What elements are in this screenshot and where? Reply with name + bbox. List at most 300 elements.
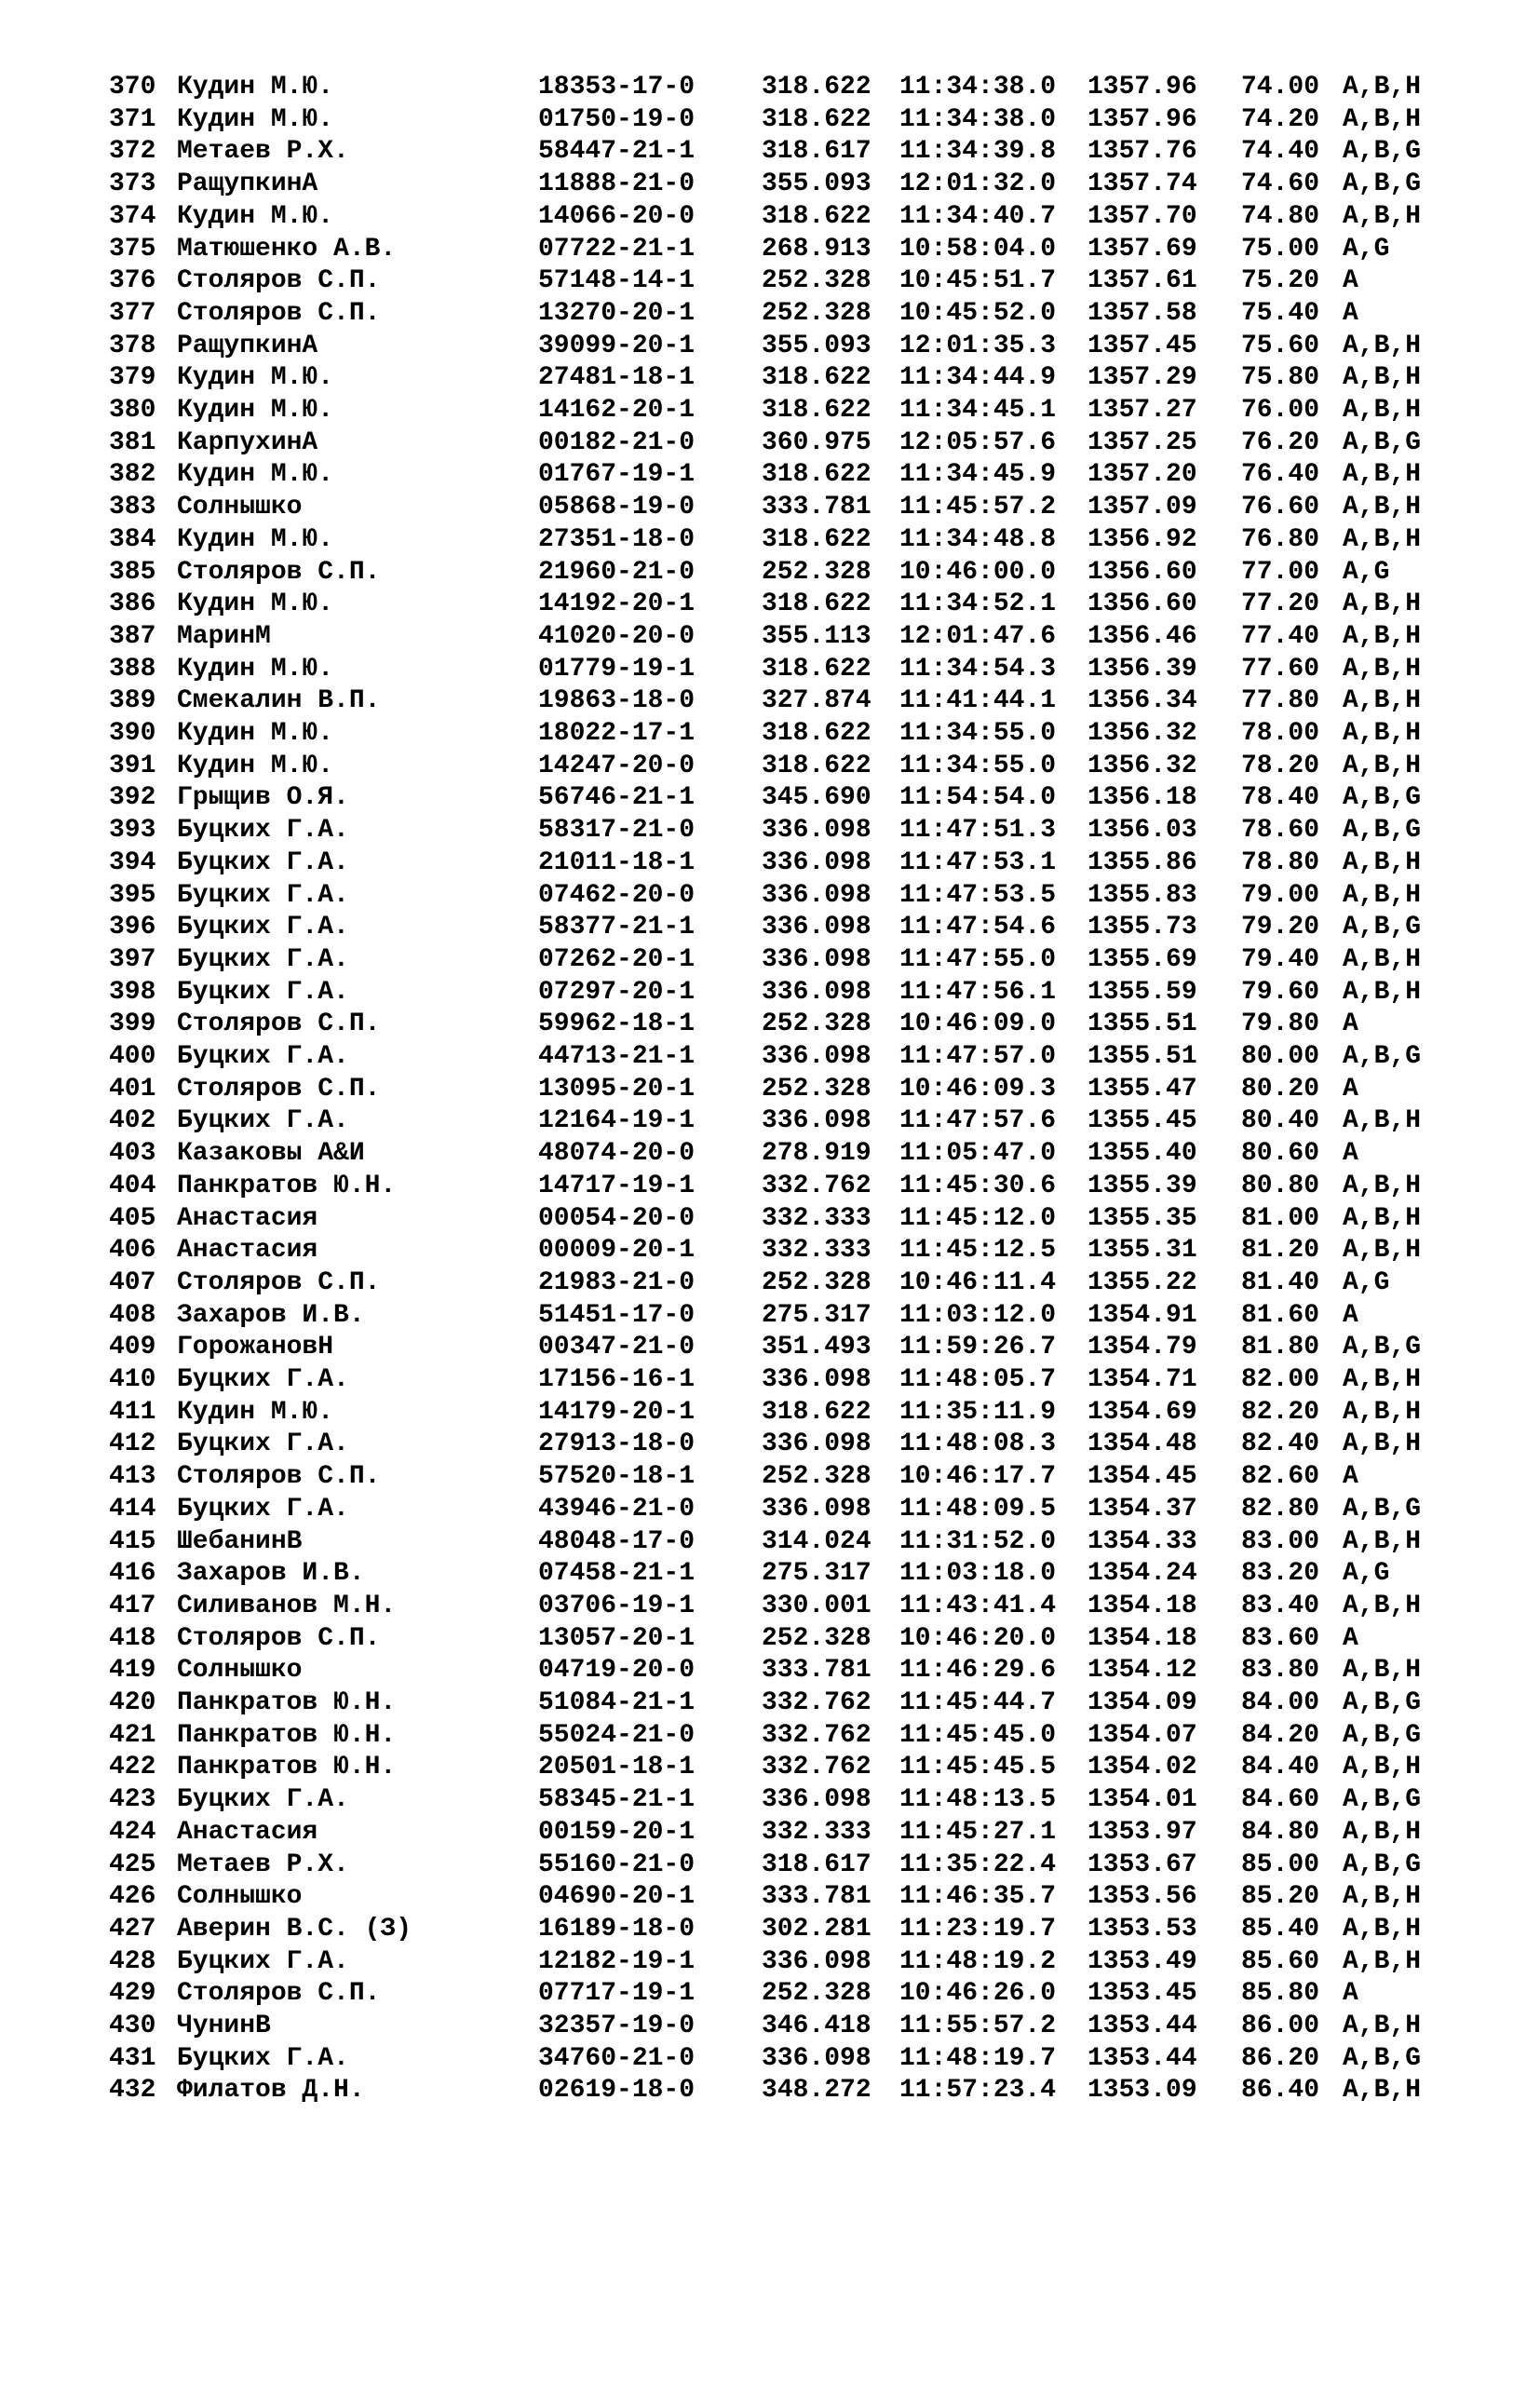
ring-code: 01767-19-1	[538, 460, 696, 490]
result-row	[0, 1558, 1540, 1591]
place-number: 374	[109, 201, 156, 231]
distance: 336.098	[762, 1946, 871, 1976]
distance: 318.622	[762, 460, 871, 490]
participant-name: Панкратов Ю.Н.	[177, 1688, 397, 1717]
arrival-time: 10:46:09.3	[899, 1074, 1057, 1104]
ring-code: 03706-19-1	[538, 1591, 696, 1620]
participant-name: Буцких Г.А.	[177, 1946, 349, 1976]
participant-name: Буцких Г.А.	[177, 1365, 349, 1394]
category-flags: A,B,H	[1343, 654, 1422, 684]
ring-code: 14247-20-0	[538, 751, 696, 780]
speed: 1354.33	[1087, 1526, 1197, 1556]
ring-code: 58345-21-1	[538, 1785, 696, 1815]
speed: 1353.67	[1087, 1849, 1197, 1879]
distance: 346.418	[762, 2012, 871, 2040]
speed: 1355.35	[1087, 1203, 1197, 1233]
place-number: 425	[109, 1849, 156, 1879]
place-number: 424	[109, 1817, 156, 1847]
distance: 336.098	[762, 1106, 871, 1136]
participant-name: Столяров С.П.	[177, 1267, 381, 1297]
category-flags: A,B,G	[1343, 1333, 1422, 1362]
participant-name: КарпухинА	[177, 427, 318, 457]
ring-code: 04719-20-0	[538, 1656, 696, 1686]
result-row	[0, 395, 1540, 427]
arrival-time: 11:34:55.0	[899, 719, 1057, 748]
points: 74.80	[1241, 201, 1320, 231]
speed: 1354.24	[1087, 1559, 1197, 1589]
points: 78.40	[1241, 783, 1320, 813]
distance: 318.622	[762, 1397, 871, 1427]
result-row	[0, 2043, 1540, 2076]
place-number: 417	[109, 1591, 156, 1620]
participant-name: Кудин М.Ю.	[177, 524, 334, 554]
speed: 1355.73	[1087, 913, 1197, 942]
speed: 1356.92	[1087, 524, 1197, 554]
participant-name: Захаров И.В.	[177, 1300, 365, 1330]
ring-code: 05868-19-0	[538, 493, 696, 522]
points: 85.60	[1241, 1946, 1320, 1976]
participant-name: Буцких Г.А.	[177, 944, 349, 974]
distance: 252.328	[762, 1009, 871, 1039]
ring-code: 00347-21-0	[538, 1333, 696, 1362]
category-flags: A	[1343, 1462, 1358, 1492]
speed: 1353.45	[1087, 1979, 1197, 2009]
points: 79.80	[1241, 1009, 1320, 1039]
place-number: 419	[109, 1656, 156, 1686]
arrival-time: 11:48:19.2	[899, 1946, 1057, 1976]
arrival-time: 11:48:05.7	[899, 1365, 1057, 1394]
speed: 1353.44	[1087, 2012, 1197, 2040]
category-flags: A,B,H	[1343, 2012, 1422, 2040]
arrival-time: 11:35:11.9	[899, 1397, 1057, 1427]
ring-code: 00009-20-1	[538, 1236, 696, 1266]
place-number: 409	[109, 1333, 156, 1362]
place-number: 372	[109, 137, 156, 167]
category-flags: A,B,H	[1343, 1591, 1422, 1620]
speed: 1355.86	[1087, 847, 1197, 877]
points: 75.00	[1241, 234, 1320, 264]
distance: 332.762	[762, 1753, 871, 1782]
arrival-time: 11:48:08.3	[899, 1429, 1057, 1459]
category-flags: A,G	[1343, 557, 1390, 587]
distance: 278.919	[762, 1139, 871, 1169]
speed: 1356.32	[1087, 751, 1197, 780]
speed: 1353.49	[1087, 1946, 1197, 1976]
participant-name: Буцких Г.А.	[177, 847, 349, 877]
distance: 275.317	[762, 1559, 871, 1589]
arrival-time: 11:47:56.1	[899, 977, 1057, 1007]
points: 78.00	[1241, 719, 1320, 748]
speed: 1356.34	[1087, 686, 1197, 716]
participant-name: Солнышко	[177, 1882, 303, 1912]
place-number: 402	[109, 1106, 156, 1136]
points: 86.40	[1241, 2076, 1320, 2106]
points: 83.00	[1241, 1526, 1320, 1556]
points: 84.00	[1241, 1688, 1320, 1717]
place-number: 371	[109, 104, 156, 134]
participant-name: Столяров С.П.	[177, 1462, 381, 1492]
category-flags: A,B,H	[1343, 493, 1422, 522]
participant-name: Анастасия	[177, 1817, 318, 1847]
ring-code: 07262-20-1	[538, 944, 696, 974]
category-flags: A,B,H	[1343, 1753, 1422, 1782]
place-number: 407	[109, 1267, 156, 1297]
ring-code: 51084-21-1	[538, 1688, 696, 1717]
arrival-time: 11:05:47.0	[899, 1139, 1057, 1169]
participant-name: ГорожановН	[177, 1333, 334, 1362]
participant-name: Кудин М.Ю.	[177, 460, 334, 490]
distance: 318.622	[762, 589, 871, 619]
place-number: 422	[109, 1753, 156, 1782]
place-number: 384	[109, 524, 156, 554]
place-number: 377	[109, 298, 156, 328]
ring-code: 39099-20-1	[538, 331, 696, 360]
result-row	[0, 1914, 1540, 1946]
place-number: 405	[109, 1203, 156, 1233]
arrival-time: 11:47:55.0	[899, 944, 1057, 974]
points: 78.20	[1241, 751, 1320, 780]
category-flags: A,B,H	[1343, 363, 1422, 393]
distance: 318.622	[762, 363, 871, 393]
points: 74.20	[1241, 104, 1320, 134]
arrival-time: 11:57:23.4	[899, 2076, 1057, 2106]
points: 85.00	[1241, 1849, 1320, 1879]
speed: 1357.09	[1087, 493, 1197, 522]
category-flags: A,B,H	[1343, 1365, 1422, 1394]
speed: 1357.74	[1087, 169, 1197, 199]
category-flags: A	[1343, 1979, 1358, 2009]
distance: 336.098	[762, 944, 871, 974]
distance: 360.975	[762, 427, 871, 457]
result-row	[0, 2075, 1540, 2107]
speed: 1355.51	[1087, 1042, 1197, 1071]
place-number: 379	[109, 363, 156, 393]
ring-code: 04690-20-1	[538, 1882, 696, 1912]
speed: 1354.48	[1087, 1429, 1197, 1459]
participant-name: Филатов Д.Н.	[177, 2076, 365, 2106]
ring-code: 14179-20-1	[538, 1397, 696, 1427]
participant-name: Кудин М.Ю.	[177, 396, 334, 425]
place-number: 412	[109, 1429, 156, 1459]
ring-code: 27351-18-0	[538, 524, 696, 554]
arrival-time: 11:45:27.1	[899, 1817, 1057, 1847]
distance: 318.622	[762, 396, 871, 425]
place-number: 423	[109, 1785, 156, 1815]
participant-name: Столяров С.П.	[177, 1623, 381, 1653]
arrival-time: 11:47:54.6	[899, 913, 1057, 942]
distance: 318.622	[762, 104, 871, 134]
points: 74.60	[1241, 169, 1320, 199]
result-row	[0, 1203, 1540, 1236]
distance: 336.098	[762, 816, 871, 846]
place-number: 431	[109, 2043, 156, 2073]
arrival-time: 11:34:39.8	[899, 137, 1057, 167]
category-flags: A,B,H	[1343, 1171, 1422, 1200]
arrival-time: 12:01:32.0	[899, 169, 1057, 199]
speed: 1354.37	[1087, 1494, 1197, 1524]
participant-name: Кудин М.Ю.	[177, 201, 334, 231]
category-flags: A,B,H	[1343, 719, 1422, 748]
category-flags: A,B,H	[1343, 589, 1422, 619]
distance: 252.328	[762, 1267, 871, 1297]
distance: 333.781	[762, 1882, 871, 1912]
points: 82.00	[1241, 1365, 1320, 1394]
speed: 1354.12	[1087, 1656, 1197, 1686]
participant-name: Буцких Г.А.	[177, 977, 349, 1007]
speed: 1356.18	[1087, 783, 1197, 813]
ring-code: 12182-19-1	[538, 1946, 696, 1976]
result-row	[0, 201, 1540, 234]
distance: 252.328	[762, 298, 871, 328]
speed: 1354.02	[1087, 1753, 1197, 1782]
result-row	[0, 654, 1540, 686]
participant-name: Столяров С.П.	[177, 1074, 381, 1104]
result-row	[0, 1461, 1540, 1494]
arrival-time: 10:46:11.4	[899, 1267, 1057, 1297]
speed: 1357.76	[1087, 137, 1197, 167]
ring-code: 01779-19-1	[538, 654, 696, 684]
participant-name: Буцких Г.А.	[177, 2043, 349, 2073]
participant-name: Метаев Р.Х.	[177, 137, 349, 167]
points: 82.20	[1241, 1397, 1320, 1427]
arrival-time: 11:47:53.1	[899, 847, 1057, 877]
points: 75.40	[1241, 298, 1320, 328]
points: 82.80	[1241, 1494, 1320, 1524]
place-number: 399	[109, 1009, 156, 1039]
result-row	[0, 1784, 1540, 1817]
place-number: 392	[109, 783, 156, 813]
participant-name: Кудин М.Ю.	[177, 751, 334, 780]
points: 80.80	[1241, 1171, 1320, 1200]
category-flags: A,B,H	[1343, 1946, 1422, 1976]
points: 74.00	[1241, 73, 1320, 102]
distance: 318.622	[762, 524, 871, 554]
speed: 1355.47	[1087, 1074, 1197, 1104]
distance: 252.328	[762, 1074, 871, 1104]
arrival-time: 11:45:12.5	[899, 1236, 1057, 1266]
ring-code: 58377-21-1	[538, 913, 696, 942]
ring-code: 14162-20-1	[538, 396, 696, 425]
points: 79.40	[1241, 944, 1320, 974]
result-row	[0, 169, 1540, 201]
ring-code: 17156-16-1	[538, 1365, 696, 1394]
points: 83.20	[1241, 1559, 1320, 1589]
ring-code: 07462-20-0	[538, 880, 696, 910]
arrival-time: 10:45:51.7	[899, 266, 1057, 296]
speed: 1354.09	[1087, 1688, 1197, 1717]
category-flags: A,B,H	[1343, 2076, 1422, 2106]
ring-code: 21011-18-1	[538, 847, 696, 877]
speed: 1353.44	[1087, 2043, 1197, 2073]
speed: 1355.40	[1087, 1139, 1197, 1169]
result-row	[0, 1946, 1540, 1979]
place-number: 380	[109, 396, 156, 425]
result-row	[0, 1105, 1540, 1138]
arrival-time: 11:59:26.7	[899, 1333, 1057, 1362]
distance: 275.317	[762, 1300, 871, 1330]
participant-name: Анастасия	[177, 1203, 318, 1233]
result-row	[0, 1074, 1540, 1106]
ring-code: 13057-20-1	[538, 1623, 696, 1653]
place-number: 386	[109, 589, 156, 619]
result-row	[0, 1591, 1540, 1623]
ring-code: 13095-20-1	[538, 1074, 696, 1104]
points: 76.20	[1241, 427, 1320, 457]
ring-code: 14192-20-1	[538, 589, 696, 619]
ring-code: 43946-21-0	[538, 1494, 696, 1524]
arrival-time: 11:47:51.3	[899, 816, 1057, 846]
category-flags: A,B,H	[1343, 73, 1422, 102]
arrival-time: 11:23:19.7	[899, 1914, 1057, 1944]
result-row	[0, 1881, 1540, 1914]
points: 77.40	[1241, 621, 1320, 651]
distance: 252.328	[762, 1623, 871, 1653]
distance: 318.622	[762, 201, 871, 231]
place-number: 387	[109, 621, 156, 651]
speed: 1356.03	[1087, 816, 1197, 846]
arrival-time: 11:55:57.2	[899, 2012, 1057, 2040]
speed: 1354.91	[1087, 1300, 1197, 1330]
category-flags: A,B,H	[1343, 977, 1422, 1007]
points: 81.80	[1241, 1333, 1320, 1362]
result-row	[0, 718, 1540, 751]
arrival-time: 11:34:48.8	[899, 524, 1057, 554]
participant-name: Буцких Г.А.	[177, 913, 349, 942]
points: 82.60	[1241, 1462, 1320, 1492]
participant-name: Буцких Г.А.	[177, 1785, 349, 1815]
distance: 332.762	[762, 1171, 871, 1200]
result-row	[0, 427, 1540, 460]
speed: 1356.46	[1087, 621, 1197, 651]
result-row	[0, 362, 1540, 395]
ring-code: 18022-17-1	[538, 719, 696, 748]
speed: 1357.58	[1087, 298, 1197, 328]
distance: 252.328	[762, 1979, 871, 2009]
arrival-time: 11:48:13.5	[899, 1785, 1057, 1815]
arrival-time: 11:47:57.0	[899, 1042, 1057, 1071]
ring-code: 02619-18-0	[538, 2076, 696, 2106]
category-flags: A,B,G	[1343, 1720, 1422, 1750]
category-flags: A,B,G	[1343, 1785, 1422, 1815]
distance: 336.098	[762, 880, 871, 910]
place-number: 416	[109, 1559, 156, 1589]
arrival-time: 10:45:52.0	[899, 298, 1057, 328]
ring-code: 14717-19-1	[538, 1171, 696, 1200]
participant-name: Кудин М.Ю.	[177, 654, 334, 684]
result-row	[0, 685, 1540, 718]
result-row	[0, 1720, 1540, 1753]
speed: 1353.56	[1087, 1882, 1197, 1912]
points: 75.80	[1241, 363, 1320, 393]
speed: 1354.79	[1087, 1333, 1197, 1362]
participant-name: Столяров С.П.	[177, 298, 381, 328]
ring-code: 58317-21-0	[538, 816, 696, 846]
category-flags: A,B,G	[1343, 816, 1422, 846]
category-flags: A,B,H	[1343, 1526, 1422, 1556]
speed: 1357.69	[1087, 234, 1197, 264]
participant-name: Панкратов Ю.Н.	[177, 1753, 397, 1782]
speed: 1354.69	[1087, 1397, 1197, 1427]
category-flags: A	[1343, 266, 1358, 296]
result-row	[0, 1397, 1540, 1429]
arrival-time: 11:34:44.9	[899, 363, 1057, 393]
participant-name: Казаковы А&И	[177, 1139, 365, 1169]
category-flags: A,B,G	[1343, 1849, 1422, 1879]
arrival-time: 11:34:52.1	[899, 589, 1057, 619]
points: 74.40	[1241, 137, 1320, 167]
ring-code: 55024-21-0	[538, 1720, 696, 1750]
participant-name: Силиванов М.Н.	[177, 1591, 397, 1620]
distance: 336.098	[762, 2043, 871, 2073]
points: 83.60	[1241, 1623, 1320, 1653]
result-row	[0, 621, 1540, 654]
points: 80.20	[1241, 1074, 1320, 1104]
arrival-time: 11:35:22.4	[899, 1849, 1057, 1879]
speed: 1355.39	[1087, 1171, 1197, 1200]
points: 77.00	[1241, 557, 1320, 587]
place-number: 430	[109, 2012, 156, 2040]
ring-code: 21960-21-0	[538, 557, 696, 587]
ring-code: 07458-21-1	[538, 1559, 696, 1589]
arrival-time: 11:34:38.0	[899, 104, 1057, 134]
speed: 1357.20	[1087, 460, 1197, 490]
participant-name: Панкратов Ю.Н.	[177, 1720, 397, 1750]
place-number: 381	[109, 427, 156, 457]
ring-code: 44713-21-1	[538, 1042, 696, 1071]
place-number: 373	[109, 169, 156, 199]
distance: 314.024	[762, 1526, 871, 1556]
ring-code: 55160-21-0	[538, 1849, 696, 1879]
arrival-time: 11:34:54.3	[899, 654, 1057, 684]
place-number: 383	[109, 493, 156, 522]
distance: 336.098	[762, 1365, 871, 1394]
place-number: 378	[109, 331, 156, 360]
points: 75.60	[1241, 331, 1320, 360]
result-row	[0, 2011, 1540, 2043]
place-number: 432	[109, 2076, 156, 2106]
points: 86.20	[1241, 2043, 1320, 2073]
place-number: 428	[109, 1946, 156, 1976]
result-row	[0, 331, 1540, 363]
speed: 1354.45	[1087, 1462, 1197, 1492]
distance: 333.781	[762, 493, 871, 522]
ring-code: 57520-18-1	[538, 1462, 696, 1492]
distance: 318.622	[762, 654, 871, 684]
place-number: 403	[109, 1139, 156, 1169]
place-number: 410	[109, 1365, 156, 1394]
participant-name: Столяров С.П.	[177, 1979, 381, 2009]
place-number: 376	[109, 266, 156, 296]
arrival-time: 10:46:00.0	[899, 557, 1057, 587]
points: 76.80	[1241, 524, 1320, 554]
arrival-time: 12:01:35.3	[899, 331, 1057, 360]
distance: 333.781	[762, 1656, 871, 1686]
participant-name: ШебанинВ	[177, 1526, 303, 1556]
category-flags: A,B,H	[1343, 847, 1422, 877]
ring-code: 59962-18-1	[538, 1009, 696, 1039]
place-number: 427	[109, 1914, 156, 1944]
distance: 318.622	[762, 751, 871, 780]
speed: 1354.18	[1087, 1623, 1197, 1653]
distance: 336.098	[762, 847, 871, 877]
ring-code: 57148-14-1	[538, 266, 696, 296]
distance: 355.093	[762, 169, 871, 199]
speed: 1354.18	[1087, 1591, 1197, 1620]
category-flags: A,B,H	[1343, 1656, 1422, 1686]
points: 76.40	[1241, 460, 1320, 490]
result-row	[0, 492, 1540, 524]
category-flags: A,B,H	[1343, 460, 1422, 490]
